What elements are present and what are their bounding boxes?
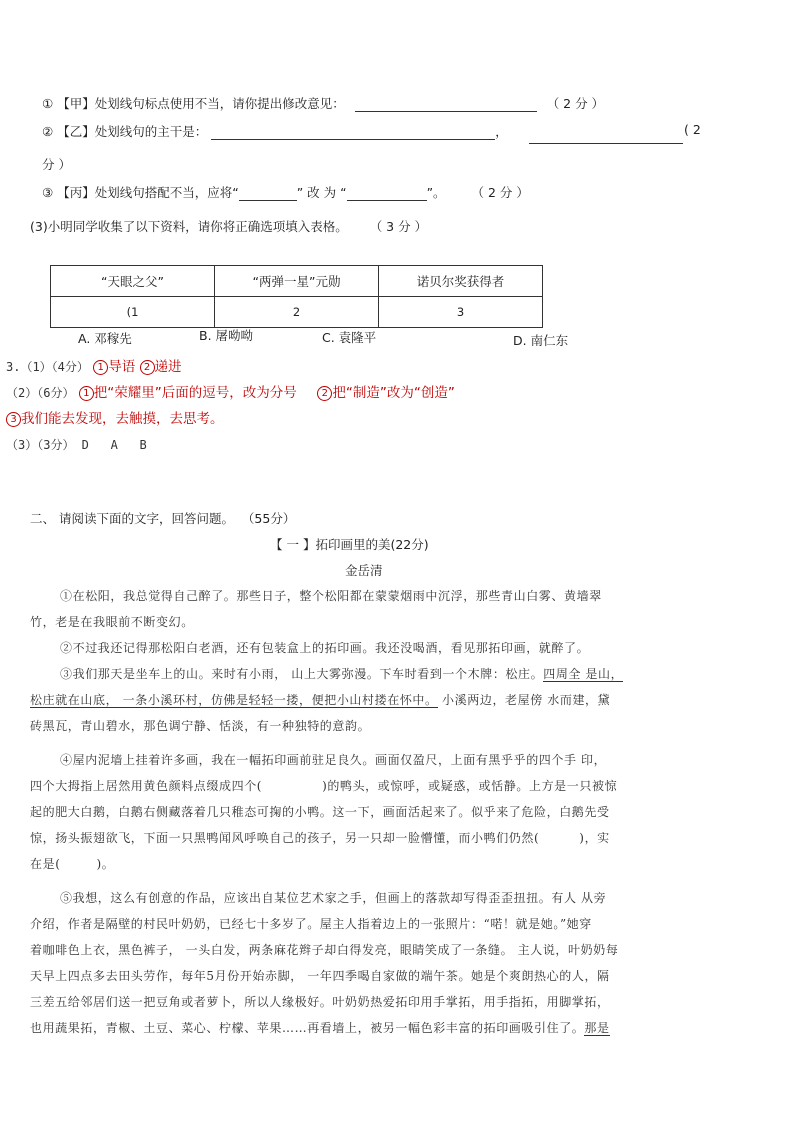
question-3-text-b: ” 改 为 “: [296, 185, 347, 200]
question-3-score: （ 2 分 ）: [471, 185, 529, 200]
paragraph-5-line: 三差五给邻居们送一把豆角或者萝卜，所以人缘极好。叶奶奶热爱拓印用手掌拓，用手指拓，用脚掌拓，: [30, 995, 610, 1009]
paragraph-4-line: [30, 773, 700, 799]
question-2-score-open: ( 2: [684, 122, 701, 137]
answer-1-text-2: 递进: [154, 359, 182, 375]
paragraph-1-line: ①在松阳，我总觉得自己醉了。那些日子，整个松阳都在蒙蒙烟雨中沉浮，那些青山白雾、黄墙翠: [60, 589, 602, 603]
answer-3-text: 我们能去发现，去触摸，去思考。: [21, 411, 224, 427]
paragraph-4-text: 惊，扬头振翅欲飞，下面一只黑鸭闻风呼唤自己的孩子，另一只却一脸懵懂，而小鸭们仍然(: [30, 831, 540, 845]
answer-line-3: [6, 407, 224, 427]
question-2-marker: ②: [42, 124, 54, 139]
underlined-sentence: 那是: [584, 1021, 610, 1035]
answer-table: [50, 265, 543, 328]
question-1-text: 【甲】处划线句标点使用不当，请你提出修改意见：: [57, 96, 345, 111]
question-3: [42, 183, 529, 201]
answer-2-text-1: 把“荣耀里”后面的逗号，改为分号: [93, 385, 297, 401]
question-3-blank-b[interactable]: [347, 200, 427, 201]
question-2-text: 【乙】处划线句的主干是：: [57, 124, 208, 139]
article-author: 金岳清: [345, 563, 383, 578]
answer-line-1: [6, 355, 182, 375]
table-header: 诺贝尔奖获得者: [379, 266, 543, 297]
question-2-score-close: 分 ）: [42, 157, 71, 172]
circle-number-icon: 1: [93, 360, 108, 375]
answer-line-2: [6, 381, 455, 401]
paragraph-4-line: [30, 825, 700, 851]
option-b: B. 屠呦呦: [199, 328, 254, 343]
paragraph-4-line: ④屋内泥墙上挂着许多画，我在一幅拓印画前驻足良久。画面仅盈尺，上面有黑乎乎的四个手 印，: [60, 753, 607, 767]
paragraph-3-line: 砖黑瓦，青山碧水，那色调宁静、恬淡，有一种独特的意韵。: [30, 719, 371, 733]
paragraph-4-text: )。: [96, 857, 115, 871]
answer-line-4: （3）（3分） D A B: [6, 438, 147, 452]
passage: [30, 583, 700, 1041]
paragraph-4-text: )的鸭头，或惊呼，或疑惑，或恬静。上方是一只被惊: [322, 779, 618, 793]
paragraph-1-line: 竹，老是在我眼前不断变幻。: [30, 615, 194, 629]
paragraph-5-line: 着咖啡色上衣，黑色裤子， 一头白发，两条麻花辫子却白得发亮，眼睛笑成了一条缝。 主人说，叶奶奶每: [30, 943, 619, 957]
option-d: D. 南仁东: [513, 333, 569, 348]
answer-2-text-2: 把“制造”改为“创造”: [332, 385, 455, 401]
question-3-text-a: 【丙】处划线句搭配不当，应将“: [57, 185, 239, 200]
underlined-sentence: 四周全 是山，: [543, 667, 624, 681]
question-1-answer-blank[interactable]: [355, 111, 537, 112]
question-4-score: （ 3 分 ）: [369, 219, 428, 234]
article-title: 【 一 】拓印画里的美(22分): [270, 537, 429, 552]
question-1: [42, 94, 604, 112]
option-c: C. 袁隆平: [322, 330, 377, 345]
paragraph-4-line: 起的肥大白鹅，白鹅右侧藏落着几只稚态可掬的小鸭。这一下，画面活起来了。似乎来了危险，白鹅先受: [30, 805, 610, 819]
question-2-answer-blank[interactable]: [211, 139, 495, 140]
question-4: [30, 217, 427, 235]
paragraph-3-text: ③我们那天是坐车上的山。来时有小雨， 山上大雾弥漫。下车时看到一个木牌：松庄。: [60, 667, 544, 681]
paragraph-3-line: [30, 661, 700, 687]
underlined-sentence: 松庄就在山底， 一条小溪环村，仿佛是轻轻一搂，便把小山村搂在怀中。: [30, 693, 438, 707]
option-a: A. 邓稼先: [78, 331, 132, 346]
circle-number-icon: 3: [6, 412, 21, 427]
circle-number-icon: 2: [140, 360, 155, 375]
circle-number-icon: 2: [317, 386, 332, 401]
question-4-text: (3)小明同学收集了以下资料，请你将正确选项填入表格。: [30, 219, 348, 234]
table-header: “两弹一星”元勋: [215, 266, 379, 297]
paragraph-3-line: [30, 687, 700, 713]
question-2-answer-blank-2[interactable]: [529, 143, 683, 144]
question-3-text-c: ”。: [426, 185, 446, 200]
paragraph-2-line: ②不过我还记得那松阳白老酒，还有包装盒上的拓印画。我还没喝酒，看见那拓印画，就醉了。: [60, 641, 590, 655]
paragraph-4-line: [30, 851, 700, 877]
paragraph-3-text: 小溪两边，老屋傍 水而建，黛: [437, 693, 611, 707]
paragraph-5-line: ⑤我想，这么有创意的作品，应该出自某位艺术家之手，但画上的落款却写得歪歪扭扭。有人 从旁: [60, 891, 607, 905]
question-3-marker: ③: [42, 185, 54, 200]
question-2: [42, 122, 508, 140]
paragraph-5-line: 天早上四点多去田头劳作，每年5月份开始赤脚， 一年四季喝自家做的端午茶。她是个爽朗热心的人，隔: [30, 969, 610, 983]
paragraph-5-line: [30, 1015, 700, 1041]
table-cell[interactable]: (1: [51, 297, 215, 328]
answer-2-prefix: （2）（6分）: [6, 386, 75, 400]
table-cell[interactable]: 2: [215, 297, 379, 328]
paragraph-4-text: 在是(: [30, 857, 61, 871]
paragraph-4-text: 四个大拇指上居然用黄色颜料点缀成四个(: [30, 779, 263, 793]
circle-number-icon: 1: [79, 386, 94, 401]
question-3-blank-a[interactable]: [239, 200, 297, 201]
paragraph-5-text: 也用蔬果拓，青椒、土豆、菜心、柠檬、苹果……再看墙上，被另一幅色彩丰富的拓印画吸引住了。: [30, 1021, 585, 1035]
paragraph-4-text: )，实: [579, 831, 610, 845]
question-2-comma: ，: [495, 124, 508, 139]
answer-1-text-1: 导语: [108, 359, 136, 375]
question-1-score: （ 2 分 ）: [546, 96, 605, 111]
question-1-marker: ①: [42, 96, 54, 111]
answer-1-prefix: 3.（1）（4分）: [6, 360, 89, 374]
table-header: “天眼之父”: [51, 266, 215, 297]
table-cell[interactable]: 3: [379, 297, 543, 328]
paragraph-5-line: 介绍，作者是隔壁的村民叶奶奶，已经七十多岁了。屋主人指着边上的一张照片：“喏！就是她。”她穿: [30, 917, 592, 931]
section-heading: 二、 请阅读下面的文字，回答问题。 （55分）: [30, 511, 296, 526]
